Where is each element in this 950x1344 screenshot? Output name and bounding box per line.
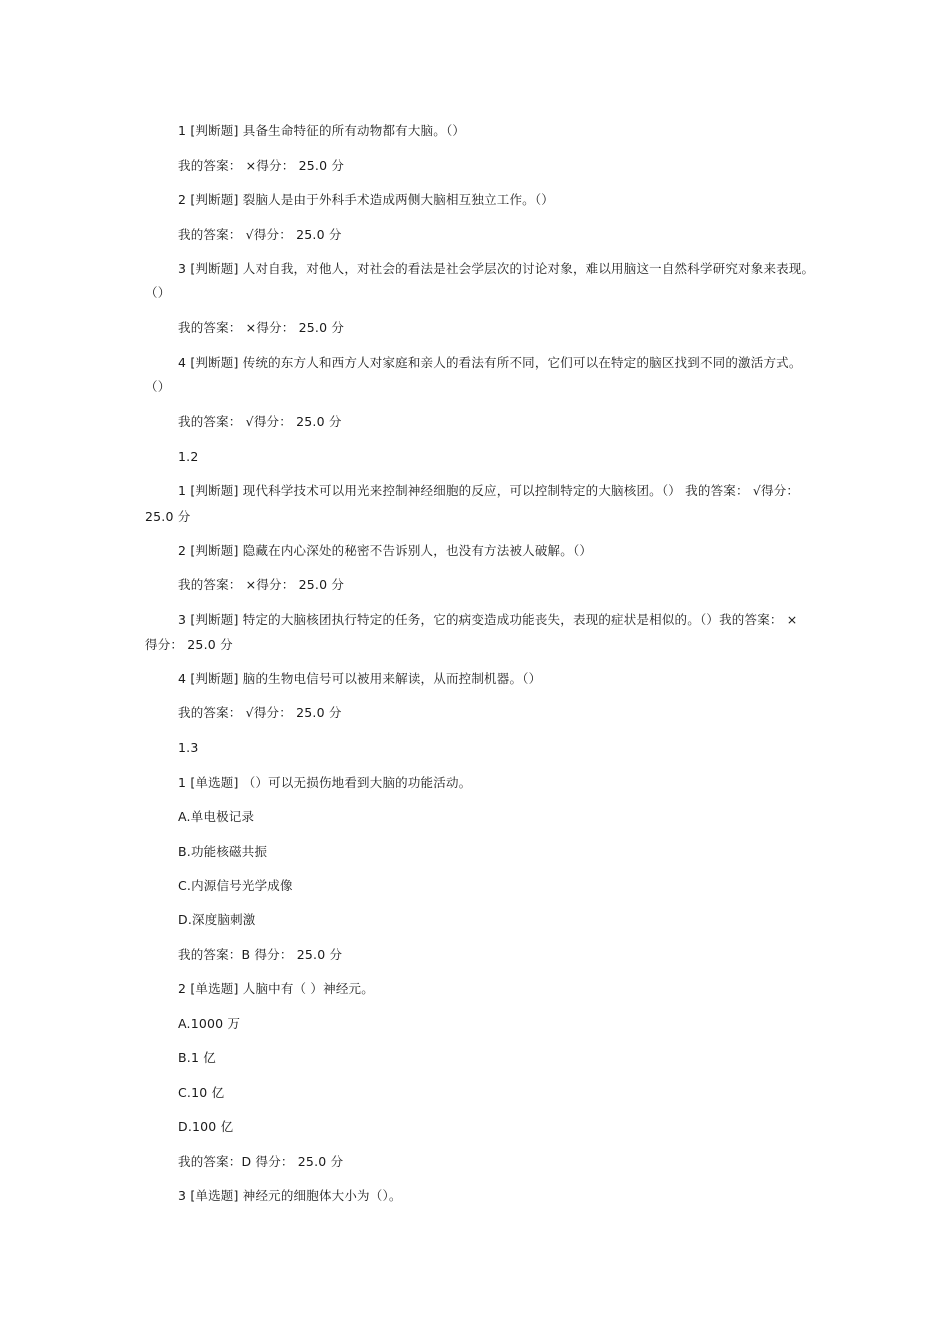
answer-1-2: 我的答案： √得分： 25.0 分 xyxy=(178,227,342,242)
option-3-2-a: A.1000 万 xyxy=(178,1016,241,1031)
question-2-4: 4 [判断题] 脑的生物电信号可以被用来解读，从而控制机器。（） xyxy=(178,671,542,686)
option-3-1-d: D.深度脑刺激 xyxy=(178,912,256,927)
answer-3-1: 我的答案：B 得分： 25.0 分 xyxy=(178,947,343,962)
answer-3-2: 我的答案：D 得分： 25.0 分 xyxy=(178,1154,344,1169)
question-3-3: 3 [单选题] 神经元的细胞体大小为（）。 xyxy=(178,1188,402,1203)
option-3-2-b: B.1 亿 xyxy=(178,1050,216,1065)
question-2-2: 2 [判断题] 隐藏在内心深处的秘密不告诉别人，也没有方法被人破解。（） xyxy=(178,543,593,558)
option-3-2-c: C.10 亿 xyxy=(178,1085,225,1100)
question-1-2: 2 [判断题] 裂脑人是由于外科手术造成两侧大脑相互独立工作。（） xyxy=(178,192,555,207)
question-1-3-cont: （） xyxy=(145,285,171,300)
question-3-1: 1 [单选题] （）可以无损伤地看到大脑的功能活动。 xyxy=(178,775,472,790)
answer-1-4: 我的答案： √得分： 25.0 分 xyxy=(178,414,342,429)
question-2-3-cont: 得分： 25.0 分 xyxy=(145,637,233,652)
question-1-1: 1 [判断题] 具备生命特征的所有动物都有大脑。（） xyxy=(178,123,466,138)
question-2-1-cont: 25.0 分 xyxy=(145,509,191,524)
answer-2-4: 我的答案： √得分： 25.0 分 xyxy=(178,705,342,720)
option-3-1-c: C.内源信号光学成像 xyxy=(178,878,293,893)
answer-2-2: 我的答案： ×得分： 25.0 分 xyxy=(178,577,345,592)
question-1-4: 4 [判断题] 传统的东方人和西方人对家庭和亲人的看法有所不同，它们可以在特定的脑区找到不同的激活方式。 xyxy=(178,355,802,370)
question-3-2: 2 [单选题] 人脑中有（ ）神经元。 xyxy=(178,981,374,996)
question-1-4-cont: （） xyxy=(145,379,171,394)
section-heading-1-2: 1.2 xyxy=(178,449,199,464)
question-2-1: 1 [判断题] 现代科学技术可以用光来控制神经细胞的反应，可以控制特定的大脑核团。（） 我的答案： √得分： xyxy=(178,483,800,498)
option-3-1-a: A.单电极记录 xyxy=(178,809,255,824)
option-3-2-d: D.100 亿 xyxy=(178,1119,234,1134)
section-heading-1-3: 1.3 xyxy=(178,740,199,755)
answer-1-1: 我的答案： ×得分： 25.0 分 xyxy=(178,158,345,173)
answer-1-3: 我的答案： ×得分： 25.0 分 xyxy=(178,320,345,335)
question-2-3: 3 [判断题] 特定的大脑核团执行特定的任务，它的病变造成功能丧失，表现的症状是相似的。（）我的答案： × xyxy=(178,612,798,627)
option-3-1-b: B.功能核磁共振 xyxy=(178,844,268,859)
question-1-3: 3 [判断题] 人对自我，对他人，对社会的看法是社会学层次的讨论对象，难以用脑这一自然科学研究对象来表现。 xyxy=(178,261,815,276)
